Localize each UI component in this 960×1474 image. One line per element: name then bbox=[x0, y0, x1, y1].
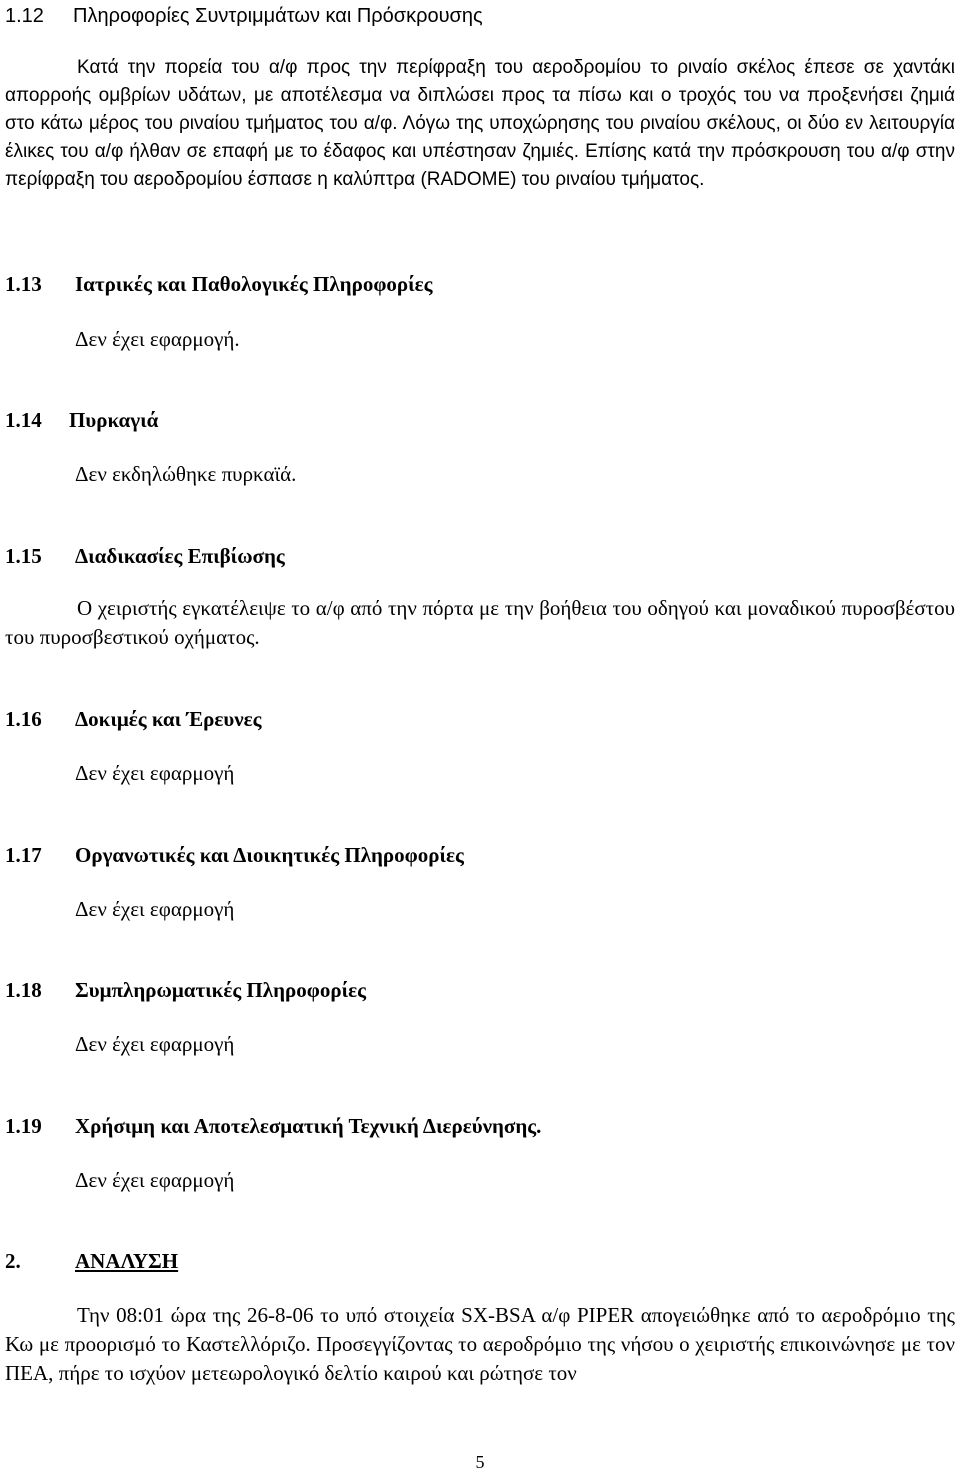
section-title: Διαδικασίες Επιβίωσης bbox=[75, 544, 285, 568]
section-title: Δοκιμές και Έρευνες bbox=[75, 707, 262, 731]
section-text-1-17: Δεν έχει εφαρμογή bbox=[75, 897, 235, 921]
section-number: 1.14 bbox=[5, 408, 42, 432]
section-title: Ιατρικές και Παθολογικές Πληροφορίες bbox=[75, 272, 433, 296]
section-heading-1-19 bbox=[5, 1112, 955, 1140]
section-title: Πυρκαγιά bbox=[69, 408, 159, 432]
section-number: 1.17 bbox=[5, 843, 42, 867]
section-heading-1-13 bbox=[5, 270, 955, 298]
section-number: 1.18 bbox=[5, 978, 42, 1002]
section-text-1-13: Δεν έχει εφαρμογή. bbox=[75, 327, 240, 351]
section-text-1-14: Δεν εκδηλώθηκε πυρκαϊά. bbox=[75, 462, 297, 486]
section-heading-1-16 bbox=[5, 705, 955, 733]
section-text-1-12: Κατά την πορεία του α/φ προς την περίφραξη του αεροδρομίου το ριναίο σκέλος έπεσε σε χαντάκι απορροής ομβρίων υδάτων, με αποτέλεσμα να διπλώσει προς τα πίσω και ο τροχός του να προξενήσει ζημιά στο κάτω μέρος του ριναίου τμήματος του α/φ. Λόγω της υποχώρησης του ριναίου σκέλους, οι δύο εν λειτουργία έλικες του α/φ ήλθαν σε επαφή με το έδαφος και υπέστησαν ζημιές. Επίσης κατά την πρόσκρουση του α/φ στην περίφραξη του αεροδρομίου έσπασε η καλύπτρα (RADOME) του ριναίου τμήματος. bbox=[5, 57, 955, 190]
section-title: Οργανωτικές και Διοικητικές Πληροφορίες bbox=[75, 843, 464, 867]
page-number: 5 bbox=[475, 1452, 485, 1472]
section-title: ΑΝΑΛΥΣΗ bbox=[75, 1249, 179, 1273]
section-title: Συμπληρωματικές Πληροφορίες bbox=[75, 978, 366, 1002]
section-heading-1-17 bbox=[5, 841, 955, 869]
section-number: 1.15 bbox=[5, 544, 42, 568]
section-heading-2 bbox=[5, 1247, 955, 1275]
section-text-2: Την 08:01 ώρα της 26-8-06 το υπό στοιχεία SX-BSA α/φ PIPER απογειώθηκε από το αεροδρόμιο της Κω με προορισμό το Καστελλόριζο. Προσεγγίζοντας το αεροδρόμιο της νήσου ο χειριστής επικοινώνησε με τον ΠΕΑ, πήρε το ισχύον μετεωρολογικό δελτίο καιρού και ρώτησε τον bbox=[5, 1303, 955, 1385]
section-heading-1-14 bbox=[5, 406, 955, 434]
section-number: 2. bbox=[5, 1249, 21, 1273]
section-title: Χρήσιμη και Αποτελεσματική Τεχνική Διερεύνησης. bbox=[75, 1114, 542, 1138]
section-number: 1.13 bbox=[5, 272, 42, 296]
section-heading-1-12 bbox=[5, 2, 955, 30]
section-number: 1.19 bbox=[5, 1114, 42, 1138]
section-heading-1-15 bbox=[5, 542, 955, 570]
section-heading-1-18 bbox=[5, 976, 955, 1004]
section-text-1-15: Ο χειριστής εγκατέλειψε το α/φ από την πόρτα με την βοήθεια του οδηγού και μοναδικού πυροσβέστου του πυροσβεστικού οχήματος. bbox=[5, 596, 955, 649]
section-text-1-19: Δεν έχει εφαρμογή bbox=[75, 1168, 235, 1192]
section-number: 1.12 bbox=[5, 5, 44, 27]
section-title: Πληροφορίες Συντριμμάτων και Πρόσκρουσης bbox=[73, 5, 483, 27]
section-text-1-16: Δεν έχει εφαρμογή bbox=[75, 761, 235, 785]
section-number: 1.16 bbox=[5, 707, 42, 731]
section-text-1-18: Δεν έχει εφαρμογή bbox=[75, 1032, 235, 1056]
